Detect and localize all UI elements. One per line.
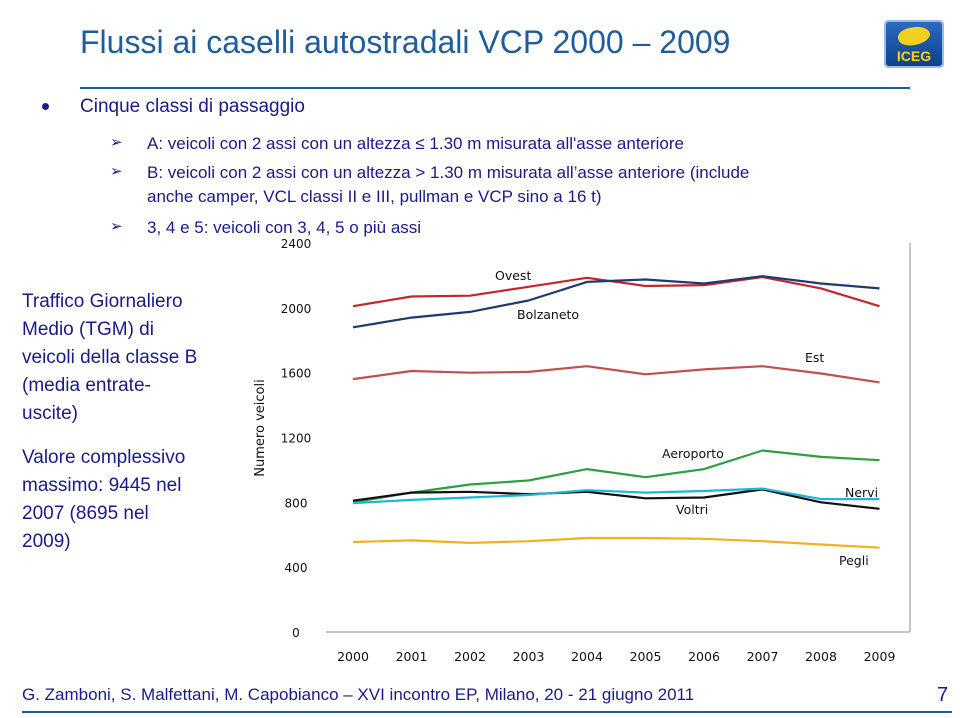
x-tick-label: 2001: [395, 649, 428, 664]
x-tick-label: 2007: [746, 649, 779, 664]
series-label: Aeroporto: [662, 446, 724, 461]
side-line: 2009): [22, 531, 71, 552]
arrow-bullet-icon: ➢: [110, 163, 123, 180]
footer-divider: [22, 711, 952, 713]
y-tick-label: 0: [292, 626, 300, 640]
y-tick-label: 2000: [280, 301, 312, 316]
y-tick-label: 800: [284, 496, 308, 511]
arrow-bullet-icon: ➢: [110, 218, 123, 235]
x-tick-label: 2005: [629, 649, 662, 664]
y-tick-label: 400: [284, 561, 308, 576]
page-number: 7: [937, 684, 949, 706]
x-tick-label: 2008: [805, 649, 837, 664]
sub-item-text-cont: anche camper, VCL classi II e III, pullman e VCP sino a 16 t): [147, 187, 602, 206]
side-line: 2007 (8695 nel: [22, 503, 149, 524]
main-bullet-text: Cinque classi di passaggio: [80, 96, 305, 117]
series-label: Est: [805, 350, 825, 365]
y-tick-label: 2400: [280, 237, 312, 251]
sub-item-text: B: veicoli con 2 assi con un altezza > 1.30 m misurata all’asse anteriore (include: [147, 163, 750, 182]
series-label: Bolzaneto: [517, 307, 580, 322]
x-tick-label: 2009: [863, 649, 896, 664]
series-label: Ovest: [495, 268, 532, 283]
arrow-bullet-icon: ➢: [110, 134, 123, 151]
side-line: (media entrate-: [22, 375, 151, 396]
y-tick-label: 1600: [280, 366, 312, 381]
series-label: Pegli: [839, 553, 869, 568]
series-line-pegli: [353, 538, 880, 548]
y-axis-label: Numero veicoli: [253, 379, 268, 477]
x-tick-label: 2000: [337, 649, 369, 664]
sub-item-text: 3, 4 e 5: veicoli con 3, 4, 5 o più assi: [147, 218, 422, 237]
y-tick-label: 1200: [280, 431, 312, 446]
logo-text: ICEG: [896, 48, 932, 64]
series-label: Voltri: [676, 502, 709, 517]
side-line: massimo: 9445 nel: [22, 475, 182, 496]
x-tick-label: 2003: [512, 649, 545, 664]
sub-item-text: A: veicoli con 2 assi con un altezza ≤ 1.30 m misurata all'asse anteriore: [147, 134, 685, 153]
page-title: Flussi ai caselli autostradali VCP 2000 – 2009: [80, 24, 731, 60]
x-tick-label: 2002: [454, 649, 486, 664]
side-line: veicoli della classe B: [22, 347, 198, 368]
side-line: Medio (TGM) di: [22, 319, 154, 340]
x-tick-label: 2004: [571, 649, 603, 664]
footer-credits: G. Zamboni, S. Malfettani, M. Capobianco – XVI incontro EP, Milano, 20 - 21 giugno 2011: [22, 685, 695, 704]
x-tick-label: 2006: [688, 649, 720, 664]
series-label: Nervi: [845, 485, 879, 500]
series-line-est: [353, 366, 880, 382]
side-line: Valore complessivo: [22, 447, 186, 468]
side-line: Traffico Giornaliero: [22, 291, 183, 312]
side-line: uscite): [22, 403, 78, 424]
